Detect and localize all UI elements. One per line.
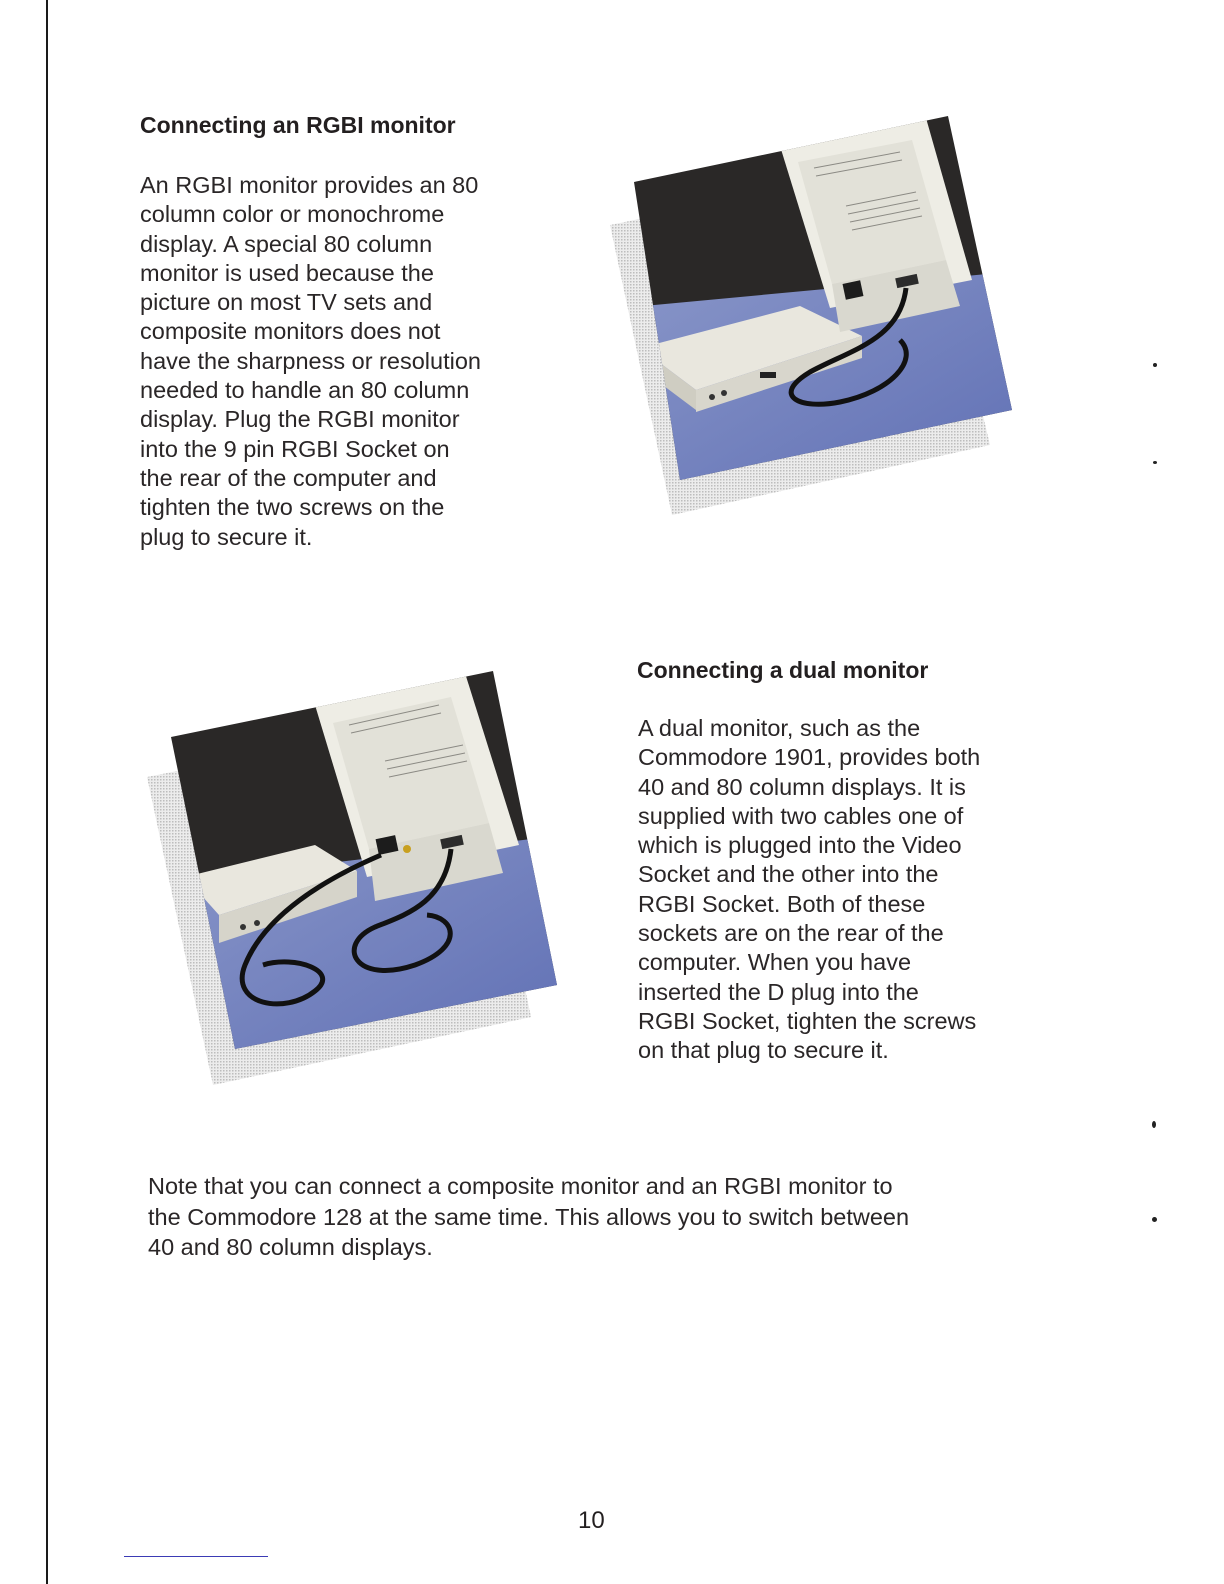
punch-mark <box>1152 1121 1156 1128</box>
binding-line <box>46 0 48 1584</box>
dual-heading: Connecting a dual monitor <box>637 657 929 683</box>
rgbi-line: display. Plug the RGBI monitor <box>140 406 460 433</box>
page-number: 10 <box>578 1507 605 1534</box>
note-line: 40 and 80 column displays. <box>148 1234 433 1260</box>
dual-line: computer. When you have <box>638 949 912 976</box>
rgbi-monitor-photo <box>600 110 1030 520</box>
dual-line: Socket and the other into the <box>638 861 939 888</box>
rgbi-paragraph <box>140 171 481 552</box>
note-paragraph <box>148 1171 909 1263</box>
rgbi-line: plug to secure it. <box>140 523 313 550</box>
note-line: the Commodore 128 at the same time. This allows you to switch between <box>148 1203 910 1230</box>
rgbi-line: display. A special 80 column <box>140 230 433 257</box>
dual-line: 40 and 80 column displays. It is <box>638 773 966 800</box>
rgbi-line: needed to handle an 80 column <box>140 377 470 404</box>
rgbi-heading: Connecting an RGBI monitor <box>140 112 456 138</box>
rgbi-line: tighten the two screws on the <box>140 494 445 521</box>
dual-line: supplied with two cables one of <box>638 802 964 829</box>
dual-monitor-photo <box>145 665 565 1090</box>
punch-mark <box>1153 363 1157 367</box>
note-line: Note that you can connect a composite monitor and an RGBI monitor to <box>148 1173 893 1199</box>
rgbi-line: column color or monochrome <box>140 201 445 228</box>
rgbi-line: the rear of the computer and <box>140 464 437 491</box>
dual-line: RGBI Socket, tighten the screws <box>638 1007 977 1034</box>
rgbi-line: have the sharpness or resolution <box>140 347 481 374</box>
rgbi-line: An RGBI monitor provides an 80 <box>140 172 479 198</box>
dual-paragraph <box>638 714 980 1066</box>
dual-line: inserted the D plug into the <box>638 978 919 1005</box>
rgbi-line: composite monitors does not <box>140 318 441 345</box>
dual-line: which is plugged into the Video <box>638 832 962 859</box>
dual-line: Commodore 1901, provides both <box>638 744 981 771</box>
dual-line: sockets are on the rear of the <box>638 920 944 947</box>
rgbi-line: into the 9 pin RGBI Socket on <box>140 435 450 462</box>
rgbi-line: monitor is used because the <box>140 259 434 286</box>
punch-mark <box>1152 1217 1157 1222</box>
rgbi-line: picture on most TV sets and <box>140 289 433 316</box>
punch-mark <box>1153 461 1157 464</box>
footer-rule <box>124 1556 268 1557</box>
dual-line: A dual monitor, such as the <box>638 715 921 741</box>
dual-line: RGBI Socket. Both of these <box>638 890 926 917</box>
dual-line: on that plug to secure it. <box>638 1037 889 1064</box>
